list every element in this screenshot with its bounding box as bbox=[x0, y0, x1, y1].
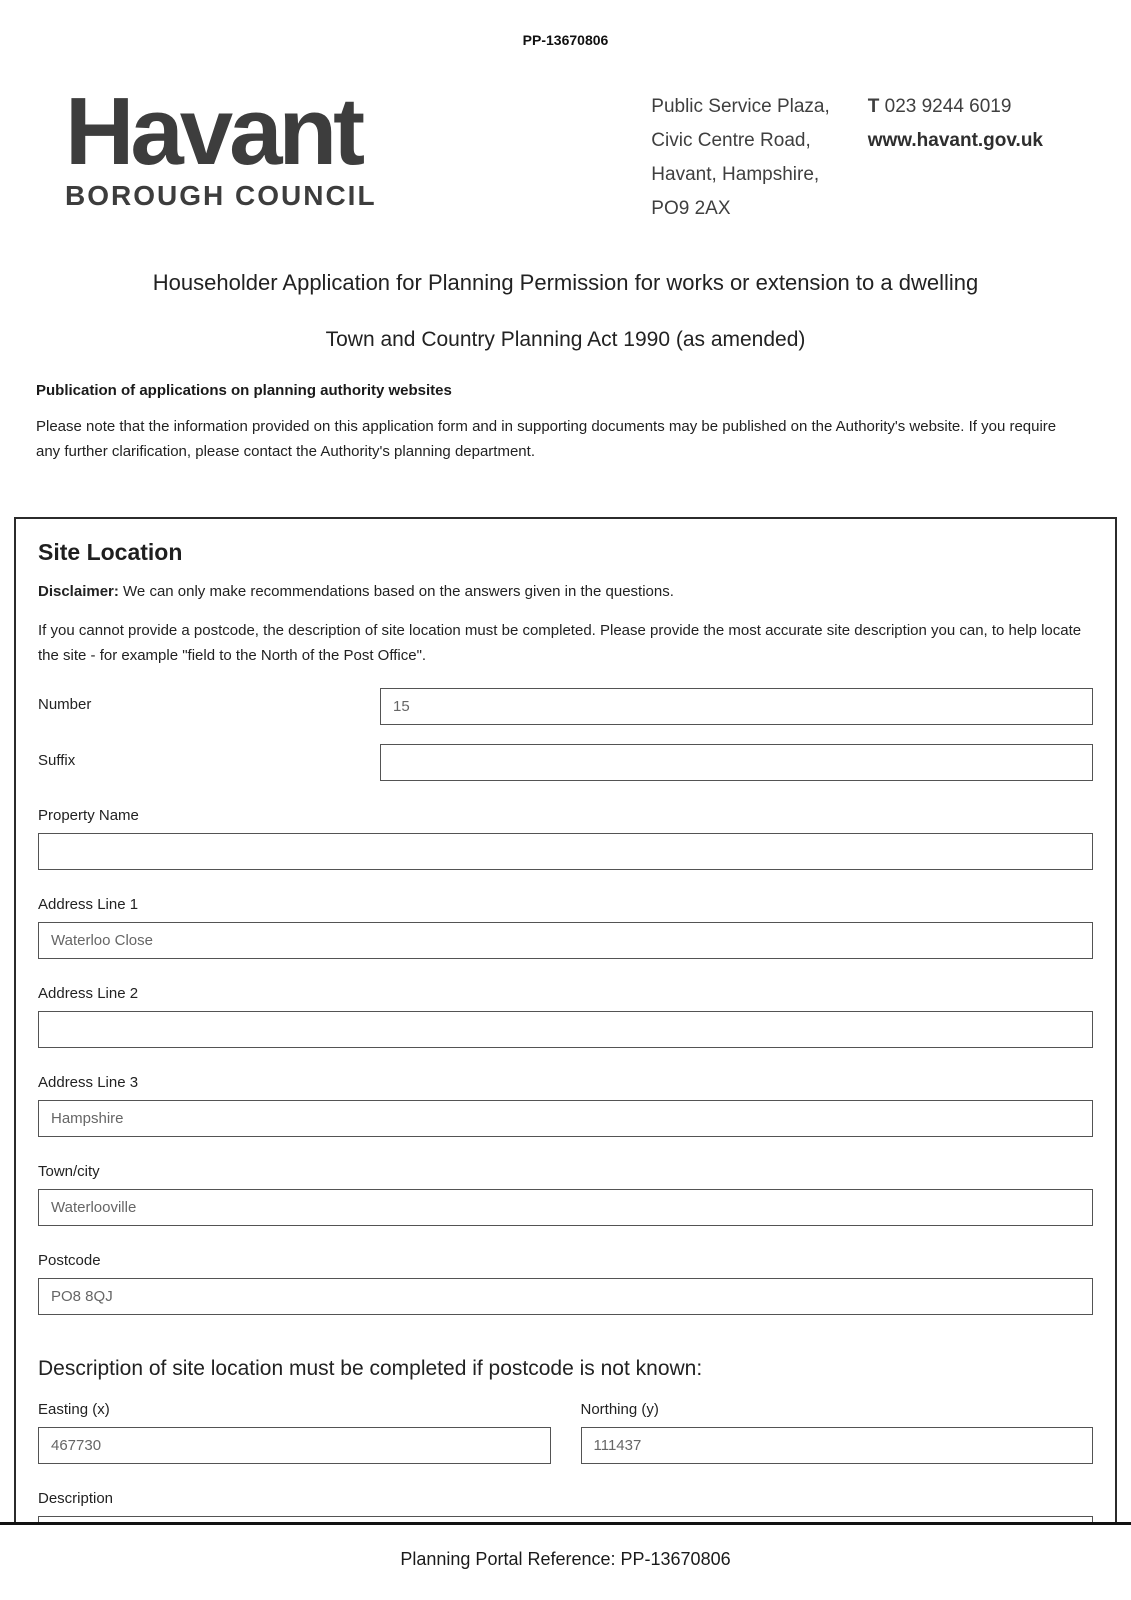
address-line: Civic Centre Road, bbox=[651, 130, 811, 151]
address-line-3-field bbox=[38, 1074, 1093, 1137]
form-subtitle: Town and Country Planning Act 1990 (as amended) bbox=[325, 328, 806, 351]
publication-text: Please note that the information provided on this application form and in supporting documents may be published on the Authority's website. If you require any further clarification, please contact the Authority's planning department. bbox=[36, 418, 1057, 460]
easting-label: Easting (x) bbox=[38, 1400, 110, 1418]
northing-field bbox=[581, 1401, 1094, 1464]
address-line: Public Service Plaza, bbox=[651, 96, 830, 117]
description-section-heading: Description of site location must be completed if postcode is not known: bbox=[38, 1356, 703, 1380]
town-city-field bbox=[38, 1163, 1093, 1226]
address-line-1-input[interactable] bbox=[38, 922, 1093, 959]
contact-details bbox=[868, 90, 1043, 226]
council-address bbox=[651, 90, 829, 226]
page-reference: PP-13670806 bbox=[522, 32, 609, 48]
postcode-input[interactable] bbox=[38, 1278, 1093, 1315]
number-input[interactable] bbox=[380, 688, 1093, 725]
easting-field bbox=[38, 1401, 551, 1464]
northing-input[interactable] bbox=[581, 1427, 1094, 1464]
address-line-2-label: Address Line 2 bbox=[38, 984, 139, 1002]
town-city-label: Town/city bbox=[38, 1162, 100, 1180]
address-line-3-input[interactable] bbox=[38, 1100, 1093, 1137]
disclaimer-label: Disclaimer: bbox=[38, 582, 119, 600]
logo-subtitle: BOROUGH COUNCIL bbox=[65, 180, 377, 212]
property-name-field bbox=[38, 807, 1093, 870]
coordinates-row bbox=[38, 1401, 1093, 1464]
property-name-label: Property Name bbox=[38, 806, 139, 824]
header bbox=[65, 78, 1043, 226]
postcode-field bbox=[38, 1252, 1093, 1315]
suffix-label: Suffix bbox=[38, 751, 76, 769]
address-line-2-field bbox=[38, 985, 1093, 1048]
postcode-label: Postcode bbox=[38, 1251, 101, 1269]
northing-label: Northing (y) bbox=[580, 1400, 659, 1418]
easting-input[interactable] bbox=[38, 1427, 551, 1464]
suffix-row bbox=[38, 744, 1093, 781]
phone-row bbox=[868, 90, 1043, 124]
phone-label: T bbox=[867, 96, 880, 117]
planning-portal-reference: Planning Portal Reference: PP-13670806 bbox=[400, 1549, 731, 1569]
site-location-section bbox=[14, 517, 1117, 1523]
publication-heading: Publication of applications on planning authority websites bbox=[36, 382, 452, 399]
description-label: Description bbox=[38, 1489, 114, 1507]
form-title: Householder Application for Planning Permission for works or extension to a dwelling bbox=[152, 270, 979, 295]
footer bbox=[0, 1522, 1131, 1600]
description-field bbox=[38, 1490, 1093, 1523]
postcode-instructions: If you cannot provide a postcode, the description of site location must be completed. Please provide the most accurate site description you can, to help locate the site - for example "field to the North of the Post Office". bbox=[38, 621, 1082, 664]
contact-block bbox=[651, 88, 1043, 226]
phone-number: 023 9244 6019 bbox=[884, 96, 1012, 117]
town-city-input[interactable] bbox=[38, 1189, 1093, 1226]
address-line: PO9 2AX bbox=[651, 198, 731, 219]
address-line-2-input[interactable] bbox=[38, 1011, 1093, 1048]
number-label: Number bbox=[38, 695, 92, 713]
havant-logo bbox=[65, 78, 377, 226]
suffix-input[interactable] bbox=[380, 744, 1093, 781]
logo-title: Havant bbox=[65, 78, 362, 185]
website-url: www.havant.gov.uk bbox=[867, 130, 1043, 151]
property-name-input[interactable] bbox=[38, 833, 1093, 870]
address-line-1-field bbox=[38, 896, 1093, 959]
address-line-1-label: Address Line 1 bbox=[38, 895, 139, 913]
disclaimer bbox=[38, 583, 1093, 600]
address-line: Havant, Hampshire, bbox=[651, 164, 820, 185]
number-row bbox=[38, 688, 1093, 725]
disclaimer-text: We can only make recommendations based on the answers given in the questions. bbox=[118, 582, 674, 600]
address-line-3-label: Address Line 3 bbox=[38, 1073, 139, 1091]
section-heading: Site Location bbox=[38, 538, 183, 565]
